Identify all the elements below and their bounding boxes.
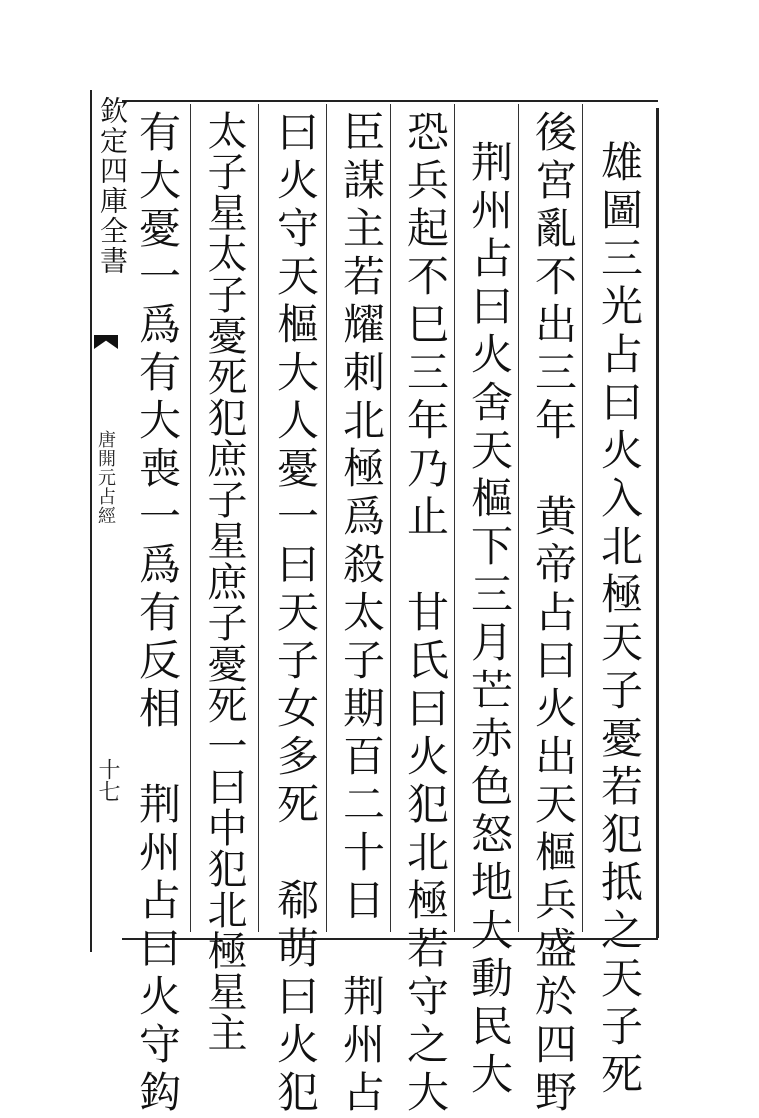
column-rule — [326, 104, 327, 932]
column-rule — [190, 104, 191, 932]
text-column-4: 恐兵起不巳三年乃止 甘氏曰火犯北極若守之大 — [401, 110, 450, 1118]
text-column-5: 臣謀主若耀刺北極爲殺太子期百二十日 荆州占 — [337, 110, 386, 1118]
column-rule — [582, 104, 583, 932]
text-column-1: 雄圖三光占曰火入北極天子憂若犯抵之天子死 — [595, 140, 644, 1100]
column-rule — [454, 104, 455, 932]
text-column-8: 有大憂一爲有大喪一爲有反相 荆州占曰火守鈎 — [133, 110, 182, 1118]
text-column-3: 荆州占曰火舍天樞下三月芒赤色怒地大動民大 — [465, 140, 514, 1100]
text-column-2: 後宮亂不出三年 黄帝占曰火出天樞兵盛於四野 — [529, 110, 578, 1118]
book-title: 唐開元占經 — [95, 430, 116, 525]
frame-right-border — [656, 108, 659, 938]
text-column-6: 曰火守天樞大人憂一曰天子女多死 郗萌曰火犯 — [271, 110, 320, 1118]
column-rule — [518, 104, 519, 932]
column-rule — [258, 104, 259, 932]
page-number: 十七 — [95, 758, 120, 802]
text-column-7: 太子星太子憂死犯庶子星庶子憂死一曰中犯北極星主 — [201, 110, 247, 1053]
fish-tail-mark — [94, 335, 118, 349]
collection-title: 欽定四庫全書 — [96, 96, 129, 276]
column-rule — [390, 104, 391, 932]
